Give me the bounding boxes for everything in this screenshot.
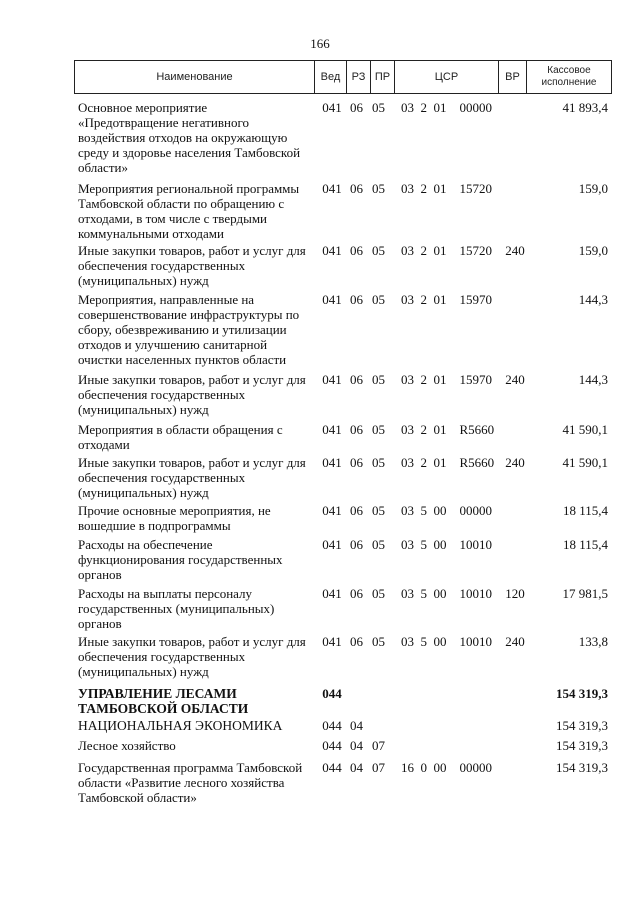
row-amount: 154 319,3: [556, 718, 608, 733]
row-vr: 240: [505, 372, 525, 387]
row-rz: 06: [350, 503, 363, 518]
table-header: [74, 60, 612, 94]
row-name: Иные закупки товаров, работ и услуг для обеспечения государственных (муниципальных) нужд: [78, 455, 306, 500]
row-rz: 06: [350, 243, 363, 258]
row-rz: 06: [350, 422, 363, 437]
row-vr: 240: [505, 455, 525, 470]
row-name: Мероприятия, направленные на совершенствование инфраструктуры по сбору, обезвреживанию и утилизации отходов и улучшению санитарной очистки населенных пунктов области: [78, 292, 300, 367]
row-csr: 16 0 00 00000: [401, 760, 492, 775]
row-pr: 05: [372, 634, 385, 649]
row-ved: 041: [322, 634, 342, 649]
row-amount: 17 981,5: [562, 586, 608, 601]
row-ved: 044: [322, 760, 342, 775]
row-ved: 041: [322, 537, 342, 552]
row-pr: 05: [372, 372, 385, 387]
row-csr: 03 5 00 00000: [401, 503, 492, 518]
row-ved: 044: [322, 718, 342, 733]
row-name: Государственная программа Тамбовской области «Развитие лесного хозяйства Тамбовской области»: [78, 760, 303, 805]
row-pr: 05: [372, 181, 385, 196]
header-execution-line2: исполнение: [541, 77, 597, 88]
row-name: Расходы на выплаты персоналу государственных (муниципальных) органов: [78, 586, 275, 631]
row-ved: 041: [322, 181, 342, 196]
row-rz: 06: [350, 372, 363, 387]
row-name: НАЦИОНАЛЬНАЯ ЭКОНОМИКА: [78, 718, 283, 733]
row-name: Иные закупки товаров, работ и услуг для обеспечения государственных (муниципальных) нужд: [78, 372, 306, 417]
row-rz: 06: [350, 181, 363, 196]
row-csr: 03 2 01 15720: [401, 243, 492, 258]
row-ved: 044: [322, 686, 342, 701]
row-pr: 05: [372, 455, 385, 470]
header-vr: ВР: [498, 61, 526, 93]
row-rz: 06: [350, 292, 363, 307]
row-name: Основное мероприятие «Предотвращение негативного воздействия отходов на окружающую среду и здоровье населения Тамбовской области»: [78, 100, 301, 175]
row-pr: 07: [372, 738, 385, 753]
header-execution: [526, 61, 612, 93]
row-pr: 05: [372, 422, 385, 437]
row-ved: 041: [322, 586, 342, 601]
row-amount: 144,3: [578, 372, 608, 387]
row-pr: 05: [372, 586, 385, 601]
row-pr: 05: [372, 537, 385, 552]
row-ved: 041: [322, 243, 342, 258]
header-ved: Вед: [314, 61, 346, 93]
row-amount: 159,0: [578, 181, 608, 196]
row-name: УПРАВЛЕНИЕ ЛЕСАМИ ТАМБОВСКОЙ ОБЛАСТИ: [78, 686, 249, 716]
row-name: Лесное хозяйство: [78, 738, 176, 753]
row-csr: 03 5 00 10010: [401, 586, 492, 601]
row-vr: 240: [505, 243, 525, 258]
row-pr: 05: [372, 292, 385, 307]
row-name: Иные закупки товаров, работ и услуг для обеспечения государственных (муниципальных) нужд: [78, 243, 306, 288]
row-rz: 04: [350, 738, 363, 753]
row-name: Иные закупки товаров, работ и услуг для обеспечения государственных (муниципальных) нужд: [78, 634, 306, 679]
row-pr: 05: [372, 100, 385, 115]
row-pr: 05: [372, 243, 385, 258]
header-execution-line1: Кассовое: [547, 65, 591, 76]
row-amount: 18 115,4: [562, 537, 608, 552]
row-vr: 120: [505, 586, 525, 601]
row-csr: 03 2 01 15720: [401, 181, 492, 196]
row-amount: 154 319,3: [556, 760, 608, 775]
row-csr: 03 2 01 R5660: [401, 455, 495, 470]
row-amount: 41 590,1: [562, 455, 608, 470]
header-name: Наименование: [74, 61, 314, 93]
header-pr: ПР: [370, 61, 394, 93]
row-ved: 041: [322, 372, 342, 387]
row-name: Мероприятия региональной программы Тамбовской области по обращению с отходами, в том числе с твердыми коммунальными отходами: [78, 181, 300, 241]
row-name: Расходы на обеспечение функционирования государственных органов: [78, 537, 283, 582]
row-amount: 41 893,4: [562, 100, 608, 115]
row-rz: 06: [350, 586, 363, 601]
row-rz: 06: [350, 537, 363, 552]
row-csr: 03 5 00 10010: [401, 537, 492, 552]
row-rz: 04: [350, 718, 363, 733]
row-amount: 133,8: [578, 634, 608, 649]
row-amount: 159,0: [578, 243, 608, 258]
row-ved: 041: [322, 503, 342, 518]
header-csr: ЦСР: [394, 61, 498, 93]
row-ved: 041: [322, 422, 342, 437]
row-vr: 240: [505, 634, 525, 649]
row-amount: 18 115,4: [562, 503, 608, 518]
row-rz: 06: [350, 634, 363, 649]
row-amount: 154 319,3: [556, 738, 608, 753]
row-name: Мероприятия в области обращения с отходами: [78, 422, 283, 452]
row-pr: 07: [372, 760, 385, 775]
row-csr: 03 5 00 10010: [401, 634, 492, 649]
row-csr: 03 2 01 00000: [401, 100, 492, 115]
row-amount: 41 590,1: [562, 422, 608, 437]
row-csr: 03 2 01 15970: [401, 372, 492, 387]
row-amount: 154 319,3: [556, 686, 608, 701]
row-csr: 03 2 01 R5660: [401, 422, 495, 437]
row-name: Прочие основные мероприятия, не вошедшие в подпрограммы: [78, 503, 271, 533]
page-number: 166: [310, 36, 330, 51]
header-rz: РЗ: [346, 61, 370, 93]
row-ved: 041: [322, 292, 342, 307]
row-ved: 044: [322, 738, 342, 753]
row-rz: 06: [350, 100, 363, 115]
row-rz: 06: [350, 455, 363, 470]
row-pr: 05: [372, 503, 385, 518]
row-ved: 041: [322, 455, 342, 470]
row-rz: 04: [350, 760, 363, 775]
row-csr: 03 2 01 15970: [401, 292, 492, 307]
row-ved: 041: [322, 100, 342, 115]
row-amount: 144,3: [578, 292, 608, 307]
